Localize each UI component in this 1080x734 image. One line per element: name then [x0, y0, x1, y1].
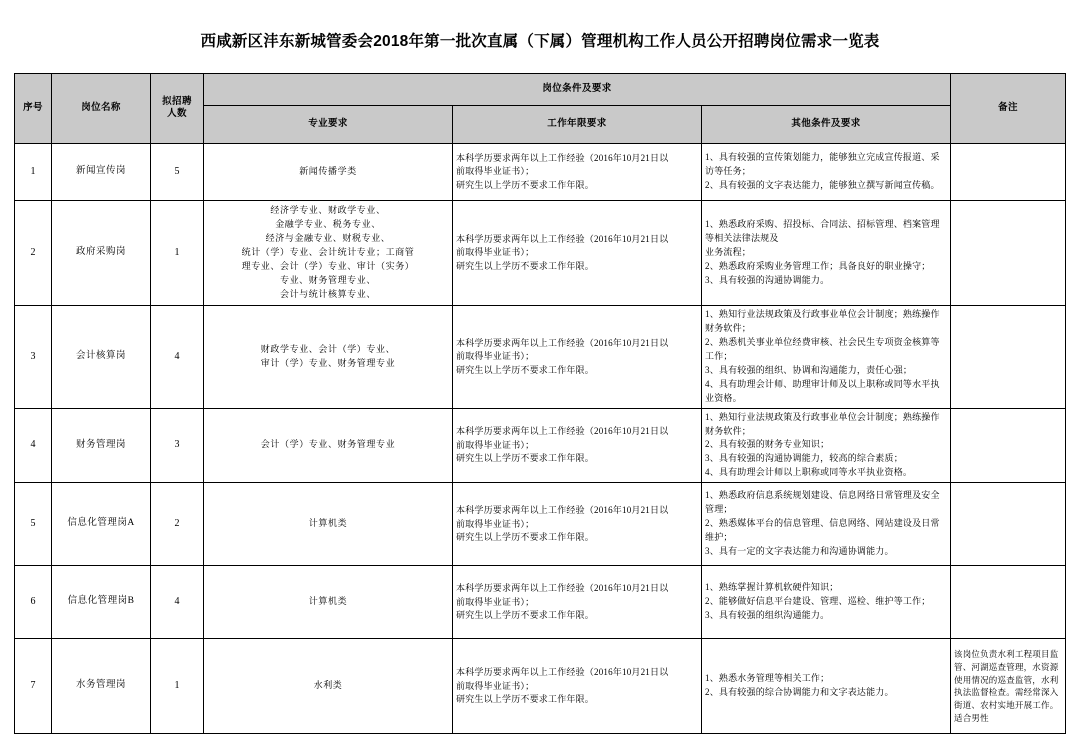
- cell-other: [702, 483, 951, 566]
- cell-remark-line: 使用情况的巡查监管，水利: [954, 674, 1059, 685]
- cell-years-line: 研究生以上学历不要求工作年限。: [456, 532, 595, 543]
- cell-other-line: 1、熟知行业法规政策及行政事业单位会计制度；熟练操作财务软件；: [705, 309, 940, 333]
- cell-years-line: 本科学历要求两年以上工作经验（2016年10月21日以: [456, 426, 669, 437]
- cell-major: [204, 306, 453, 409]
- cell-job-name: 会计核算岗: [52, 306, 151, 409]
- cell-years-line: 本科学历要求两年以上工作经验（2016年10月21日以: [456, 505, 669, 516]
- cell-major-line: 经济学专业、财政学专业、: [270, 205, 386, 216]
- cell-other-line: 2、熟悉机关事业单位经费审核、社会民生专项资金核算等工作；: [705, 336, 940, 361]
- cell-major-line: 新闻传播学类: [299, 166, 357, 177]
- cell-other-line: 1、熟悉水务管理等相关工作；: [705, 673, 830, 684]
- column-header-count-line2: 人数: [167, 108, 187, 119]
- cell-major-line: 会计与统计核算专业、: [279, 288, 376, 299]
- cell-seq: 2: [15, 201, 52, 306]
- cell-other-line: 3、具有较强的沟通协调能力，较高的综合素质；: [705, 453, 903, 464]
- cell-years-line: 研究生以上学历不要求工作年限。: [456, 260, 595, 271]
- column-header-years: 工作年限要求: [453, 106, 702, 144]
- cell-years-line: 前取得毕业证书）；: [456, 247, 535, 258]
- table-header: [15, 74, 1066, 144]
- cell-other-line: 4、具有助理会计师以上职称或同等水平执业资格。: [705, 467, 913, 478]
- cell-other-line: 1、熟练掌握计算机软硬件知识；: [705, 582, 839, 593]
- column-header-major: 专业要求: [204, 106, 453, 144]
- cell-other-line: 2、能够做好信息平台建设、管理、巡检、维护等工作；: [705, 596, 931, 607]
- cell-major-line: 审计（学）专业、财务管理专业: [260, 357, 396, 368]
- cell-remark-line: 街道、农村实地开展工作。: [954, 700, 1059, 711]
- table-row: [15, 144, 1066, 201]
- cell-years: [453, 144, 702, 201]
- cell-other: [702, 408, 951, 483]
- cell-years: [453, 201, 702, 306]
- column-header-job-name: 岗位名称: [52, 74, 151, 144]
- cell-major: [204, 144, 453, 201]
- cell-count: 4: [151, 306, 204, 409]
- column-header-count: [151, 74, 204, 144]
- column-header-conditions-group: 岗位条件及要求: [204, 74, 951, 106]
- table-row: [15, 306, 1066, 409]
- table-row: [15, 201, 1066, 306]
- cell-other-line: 3、具有较强的沟通协调能力。: [705, 274, 830, 285]
- cell-job-name: 信息化管理岗A: [52, 483, 151, 566]
- cell-years-line: 本科学历要求两年以上工作经验（2016年10月21日以: [456, 583, 669, 594]
- cell-other-line: 2、熟悉媒体平台的信息管理、信息网络、网站建设及日常维护；: [705, 518, 940, 543]
- cell-years: [453, 566, 702, 639]
- column-header-count-line1: 拟招聘: [162, 97, 192, 108]
- table-row: [15, 639, 1066, 734]
- cell-remark: [951, 408, 1066, 483]
- cell-count: 3: [151, 408, 204, 483]
- cell-remark: [951, 639, 1066, 734]
- cell-count: 5: [151, 144, 204, 201]
- cell-seq: 5: [15, 483, 52, 566]
- cell-remark-line: 执法监督检查。需经常深入: [954, 687, 1059, 698]
- cell-seq: 3: [15, 306, 52, 409]
- cell-remark: [951, 201, 1066, 306]
- cell-years-line: 本科学历要求两年以上工作经验（2016年10月21日以: [456, 152, 669, 163]
- cell-other-line: 3、具有较强的组织沟通能力。: [705, 610, 830, 621]
- table-row: [15, 483, 1066, 566]
- recruitment-table: [14, 73, 1066, 734]
- cell-other-line: 2、熟悉政府采购业务管理工作；具备良好的职业操守；: [705, 261, 931, 272]
- cell-major: [204, 201, 453, 306]
- cell-other: [702, 306, 951, 409]
- cell-major: [204, 408, 453, 483]
- cell-other-line: 4、具有助理会计师、助理审计师及以上职称或同等水平执业资格。: [705, 378, 940, 403]
- cell-years-line: 研究生以上学历不要求工作年限。: [456, 453, 595, 464]
- table-header-row-1: [15, 74, 1066, 106]
- cell-count: 1: [151, 639, 204, 734]
- cell-years-line: 前取得毕业证书）；: [456, 596, 535, 607]
- cell-other: [702, 566, 951, 639]
- cell-remark: [951, 566, 1066, 639]
- cell-years-line: 研究生以上学历不要求工作年限。: [456, 179, 595, 190]
- cell-major-line: 计算机类: [308, 596, 348, 607]
- cell-major-line: 理专业、会计（学）专业、审计（实务）: [241, 261, 415, 272]
- cell-years-line: 研究生以上学历不要求工作年限。: [456, 694, 595, 705]
- cell-remark-line: 管、河湖巡查管理，水资源: [954, 661, 1059, 672]
- cell-years-line: 研究生以上学历不要求工作年限。: [456, 364, 595, 375]
- page-title: 西咸新区沣东新城管委会2018年第一批次直属（下属）管理机构工作人员公开招聘岗位需求一览表: [200, 33, 880, 50]
- cell-other: [702, 201, 951, 306]
- cell-count: 1: [151, 201, 204, 306]
- cell-years: [453, 483, 702, 566]
- cell-years-line: 本科学历要求两年以上工作经验（2016年10月21日以: [456, 667, 669, 678]
- cell-major-line: 会计（学）专业、财务管理专业: [260, 439, 396, 450]
- cell-other-line: 1、熟悉政府信息系统规划建设、信息网络日常管理及安全管理；: [705, 490, 940, 515]
- cell-years: [453, 408, 702, 483]
- cell-job-name: 财务管理岗: [52, 408, 151, 483]
- cell-other-line: 2、具有较强的综合协调能力和文字表达能力。: [705, 687, 894, 698]
- cell-other: [702, 144, 951, 201]
- cell-remark: [951, 306, 1066, 409]
- cell-major-line: 财政学专业、会计（学）专业、: [260, 343, 396, 354]
- table-row: [15, 566, 1066, 639]
- cell-years-line: 前取得毕业证书）；: [456, 166, 535, 177]
- cell-other-line: 3、具有较强的组织、协调和沟通能力，责任心强；: [705, 364, 913, 375]
- cell-job-name: 信息化管理岗B: [52, 566, 151, 639]
- cell-remark-line: 该岗位负责水利工程项目监: [954, 649, 1059, 660]
- cell-other-line: 1、具有较强的宣传策划能力，能够独立完成宣传报道、采访等任务；: [705, 152, 940, 177]
- cell-major: [204, 566, 453, 639]
- cell-other-line: 2、具有较强的文字表达能力，能够独立撰写新闻宣传稿。: [705, 180, 940, 191]
- table-body: [15, 144, 1066, 734]
- cell-major-line: 专业、财务管理专业、: [279, 274, 376, 285]
- cell-years-line: 本科学历要求两年以上工作经验（2016年10月21日以: [456, 337, 669, 348]
- cell-years-line: 前取得毕业证书）；: [456, 439, 535, 450]
- cell-count: 4: [151, 566, 204, 639]
- cell-years: [453, 639, 702, 734]
- cell-other-line: 3、具有一定的文字表达能力和沟通协调能力。: [705, 546, 894, 557]
- cell-job-name: 新闻宣传岗: [52, 144, 151, 201]
- table-row: [15, 408, 1066, 483]
- column-header-other: 其他条件及要求: [702, 106, 951, 144]
- cell-job-name: 水务管理岗: [52, 639, 151, 734]
- cell-other-line: 1、熟悉政府采购、招投标、合同法、招标管理、档案管理等相关法律法规及: [705, 219, 940, 244]
- column-header-seq: 序号: [15, 74, 52, 144]
- cell-seq: 6: [15, 566, 52, 639]
- cell-remark: [951, 483, 1066, 566]
- cell-years-line: 研究生以上学历不要求工作年限。: [456, 610, 595, 621]
- cell-major-line: 计算机类: [308, 518, 348, 529]
- cell-other-line: 2、具有较强的财务专业知识；: [705, 439, 830, 450]
- cell-major: [204, 483, 453, 566]
- cell-major-line: 经济与金融专业、财税专业、: [265, 233, 391, 244]
- cell-seq: 7: [15, 639, 52, 734]
- cell-seq: 1: [15, 144, 52, 201]
- cell-other-line: 1、熟知行业法规政策及行政事业单位会计制度；熟练操作财务软件；: [705, 411, 940, 436]
- cell-count: 2: [151, 483, 204, 566]
- cell-years: [453, 306, 702, 409]
- cell-job-name: 政府采购岗: [52, 201, 151, 306]
- cell-seq: 4: [15, 408, 52, 483]
- cell-major-line: 统计（学）专业、会计统计专业；工商管: [241, 247, 415, 258]
- cell-major-line: 水利类: [313, 680, 343, 691]
- cell-major-line: 金融学专业、税务专业、: [275, 219, 381, 230]
- cell-other: [702, 639, 951, 734]
- cell-remark-line: 适合男性: [954, 712, 989, 723]
- cell-years-line: 前取得毕业证书）；: [456, 518, 535, 529]
- cell-years-line: 前取得毕业证书）；: [456, 680, 535, 691]
- cell-years-line: 本科学历要求两年以上工作经验（2016年10月21日以: [456, 233, 669, 244]
- cell-years-line: 前取得毕业证书）；: [456, 351, 535, 362]
- cell-major: [204, 639, 453, 734]
- cell-other-line: 业务流程；: [705, 247, 752, 258]
- cell-remark: [951, 144, 1066, 201]
- column-header-remark: 备注: [951, 74, 1066, 144]
